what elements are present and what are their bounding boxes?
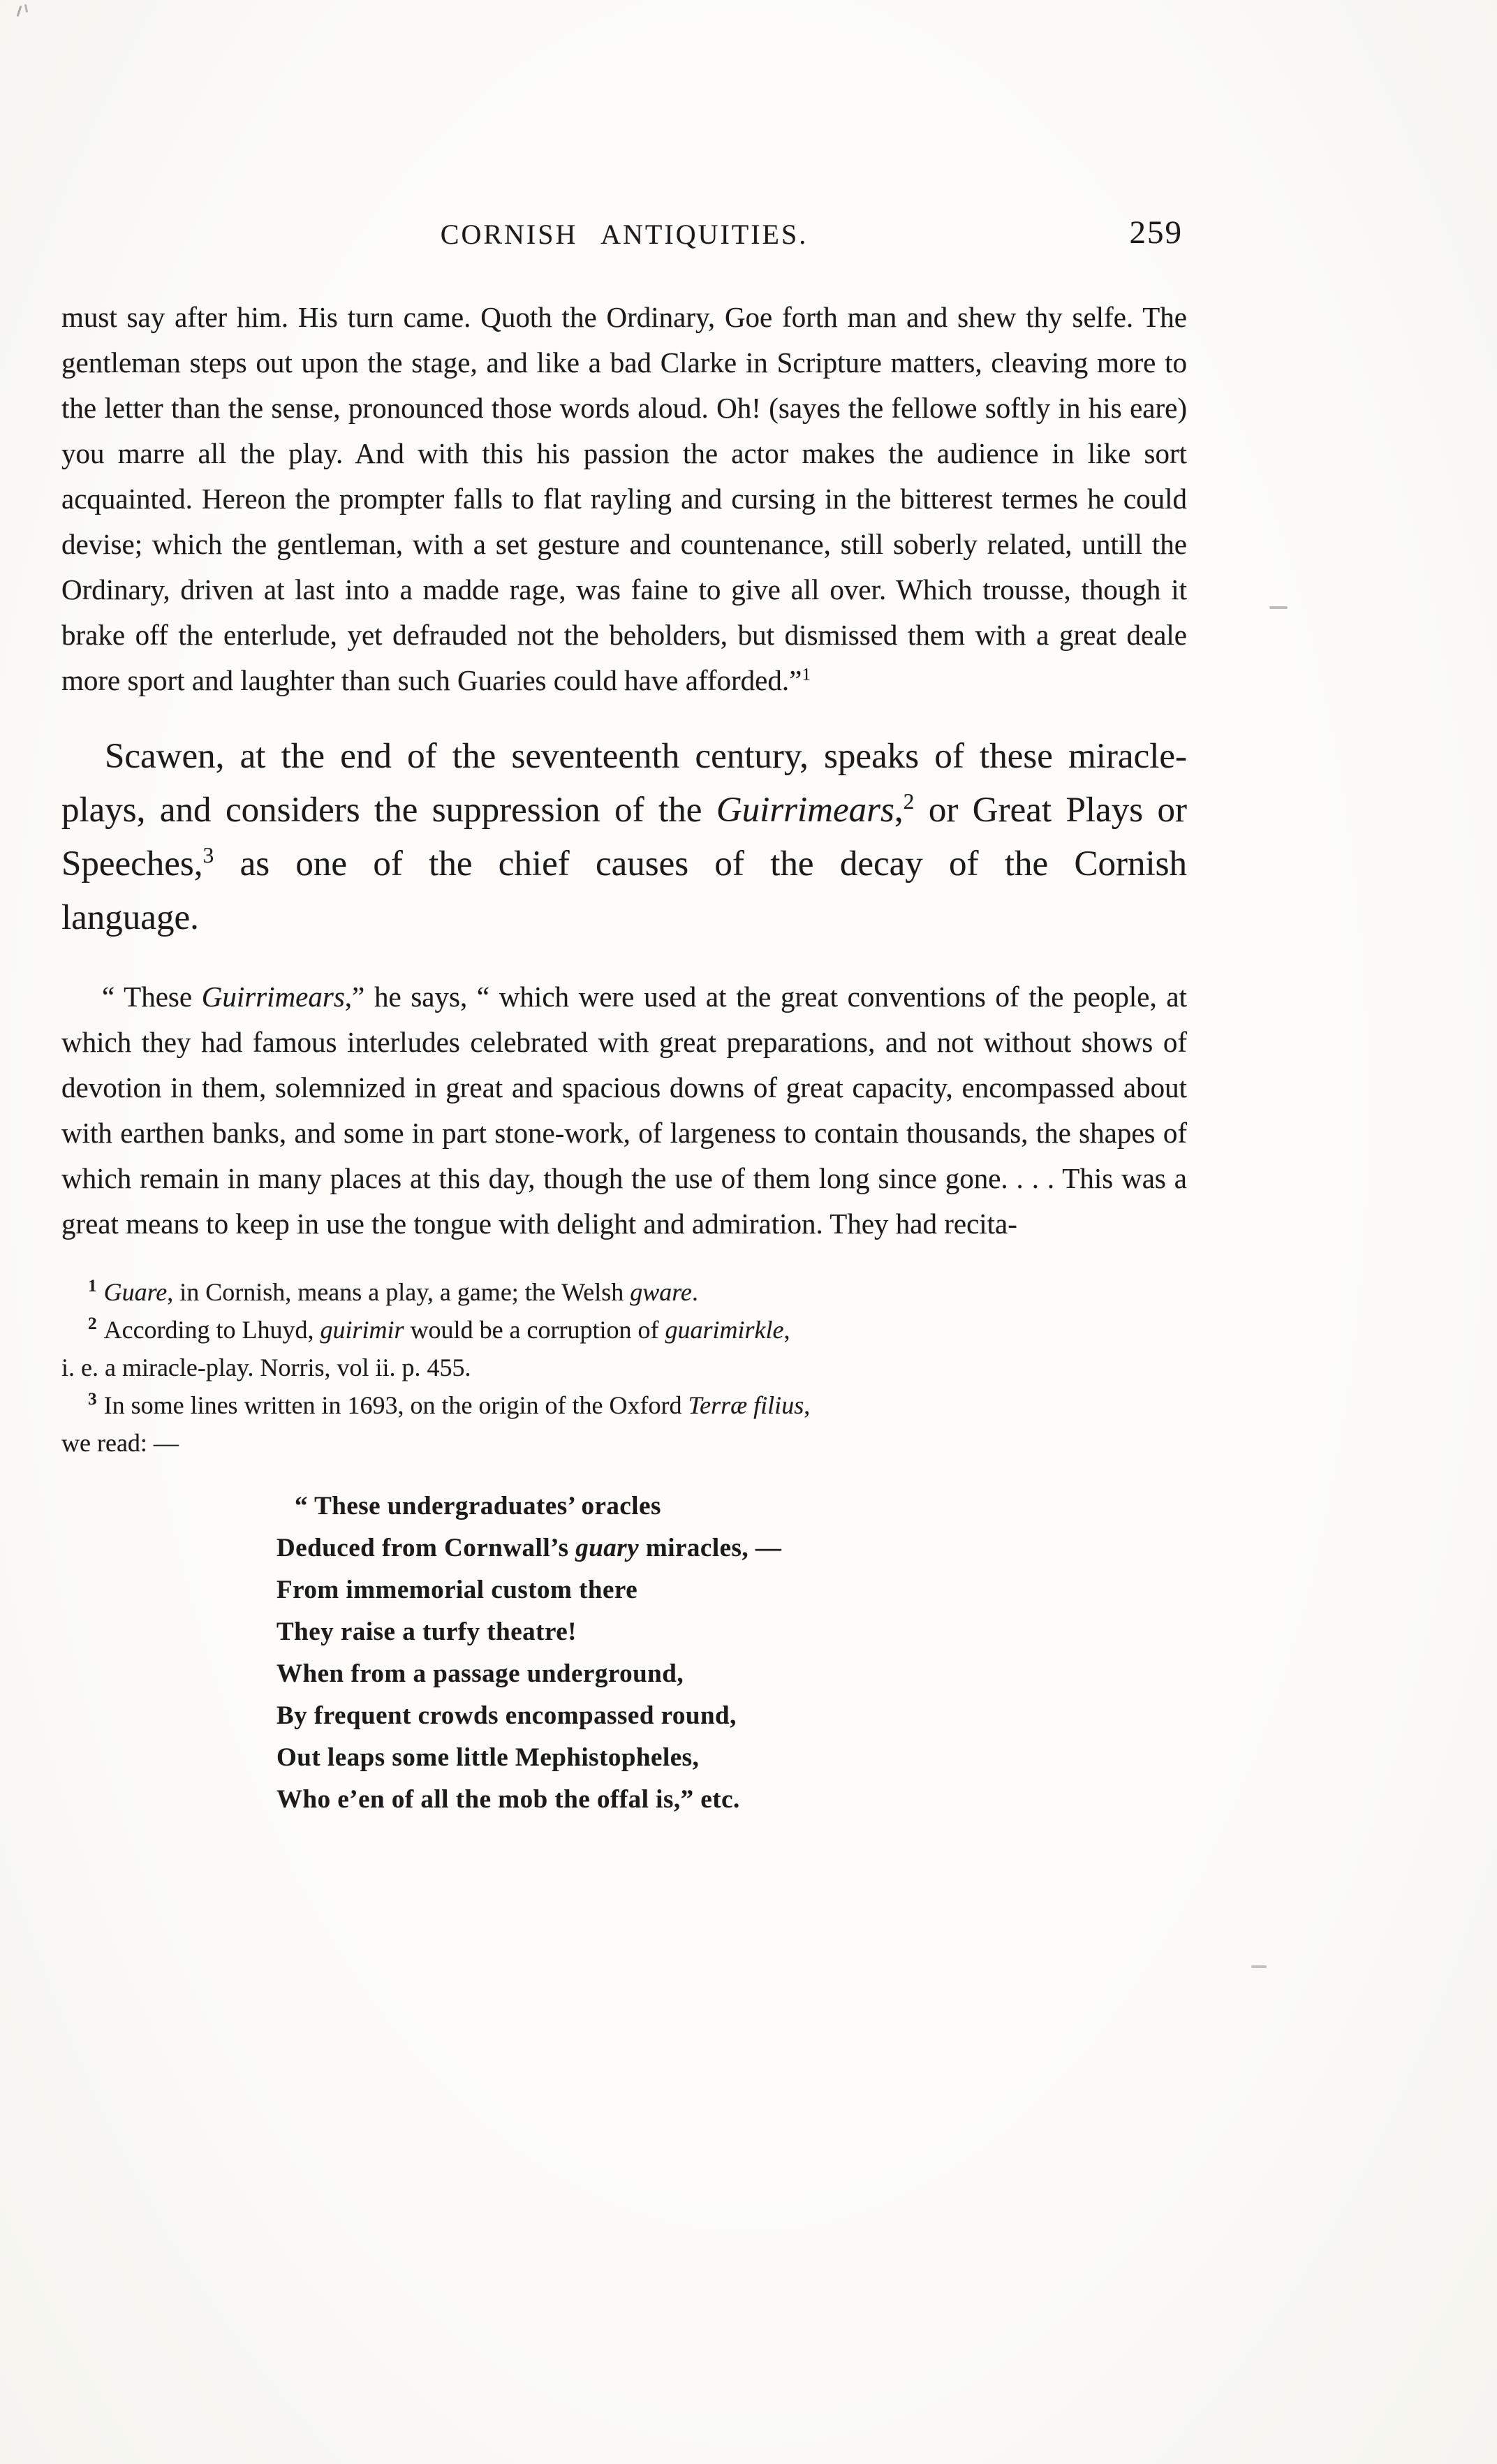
running-head bbox=[61, 214, 1187, 258]
running-head-title: CORNISH ANTIQUITIES. bbox=[440, 219, 809, 250]
verse-line: From immemorial custom there bbox=[276, 1576, 638, 1604]
verse-line: Out leaps some little Mephistopheles, bbox=[276, 1743, 700, 1772]
verse-line: They raise a turfy theatre! bbox=[276, 1618, 577, 1646]
footnote-2-marker: 2 bbox=[88, 1314, 97, 1333]
footnote-1 bbox=[61, 1273, 1187, 1311]
footnote-3-marker: 3 bbox=[88, 1390, 97, 1409]
scan-artifact bbox=[1269, 606, 1288, 609]
footnotes-section bbox=[61, 1273, 1187, 1462]
verse-quotation bbox=[276, 1486, 1187, 1821]
footnote-1-marker: 1 bbox=[88, 1277, 97, 1296]
page-content bbox=[61, 214, 1187, 1821]
verse-line: Deduced from Cornwall’s guary miracles, — bbox=[276, 1534, 782, 1562]
paragraph-guirrimears-quote: “ These Guirrimears,” he says, “ which were used at the great conventions of the people, at which they had famous interludes celebrated with great preparations, and not without shows of devotion in them, solemnized in great and spacious downs of great capacity, encompassed about with earthen banks, and some in part stone-work, of largeness to contain thousands, the shapes of which remain in many places at this day, though the use of them long since gone. . . . This was a great means to keep in use the tongue with delight and admiration. They had recita- bbox=[61, 981, 1187, 1240]
scan-artifact bbox=[24, 4, 28, 13]
scan-artifact bbox=[17, 6, 22, 17]
page-number: 259 bbox=[1129, 214, 1183, 251]
footnote-2 bbox=[61, 1311, 1187, 1386]
footnote-1-text: Guare, in Cornish, means a play, a game; the Welsh gware. bbox=[103, 1278, 698, 1306]
verse-line: Who e’en of all the mob the offal is,” etc. bbox=[276, 1785, 740, 1814]
paragraph-scawen: Scawen, at the end of the seventeenth century, speaks of these miracle-plays, and considers the suppression of the Guirrimears,$^2$ or Great Plays or Speeches,$^3$ as one of the chief causes of the decay of the Cornish language. bbox=[61, 737, 1187, 937]
verse-line: When from a passage underground, bbox=[276, 1659, 684, 1688]
paragraph-quoted-anecdote: must say after him. His turn came. Quoth the Ordinary, Goe forth man and shew thy selfe. The gentleman steps out upon the stage, and like a bad Clarke in Scripture matters, cleaving more to the letter than the sense, pronounced those words aloud. Oh! (sayes the fellowe softly in his eare) you marre all the play. And with this his passion the actor makes the audience in like sort acquainted. Hereon the prompter falls to flat rayling and cursing in the bitterest termes he could devise; which the gentleman, with a set gesture and countenance, still soberly related, untill the Ordinary, driven at last into a madde rage, was faine to give all over. Which trousse, though it brake off the enterlude, yet defrauded not the beholders, but dismissed them with a great deale more sport and laughter than such Guaries could have afforded.”$^1$ bbox=[61, 301, 1187, 696]
footnote-2-text: According to Lhuyd, guirimir would be a corruption of guarimirkle, i. e. a miracle-play. Norris, vol ii. p. 455. bbox=[61, 1316, 790, 1381]
verse-line: By frequent crowds encompassed round, bbox=[276, 1701, 737, 1730]
scan-artifact bbox=[1251, 1965, 1267, 1968]
footnote-3-text: In some lines written in 1693, on the origin of the Oxford Terræ filius, we read: — bbox=[61, 1391, 811, 1457]
footnote-3 bbox=[61, 1386, 1187, 1462]
verse-line: “ These undergraduates’ oracles bbox=[295, 1492, 661, 1520]
